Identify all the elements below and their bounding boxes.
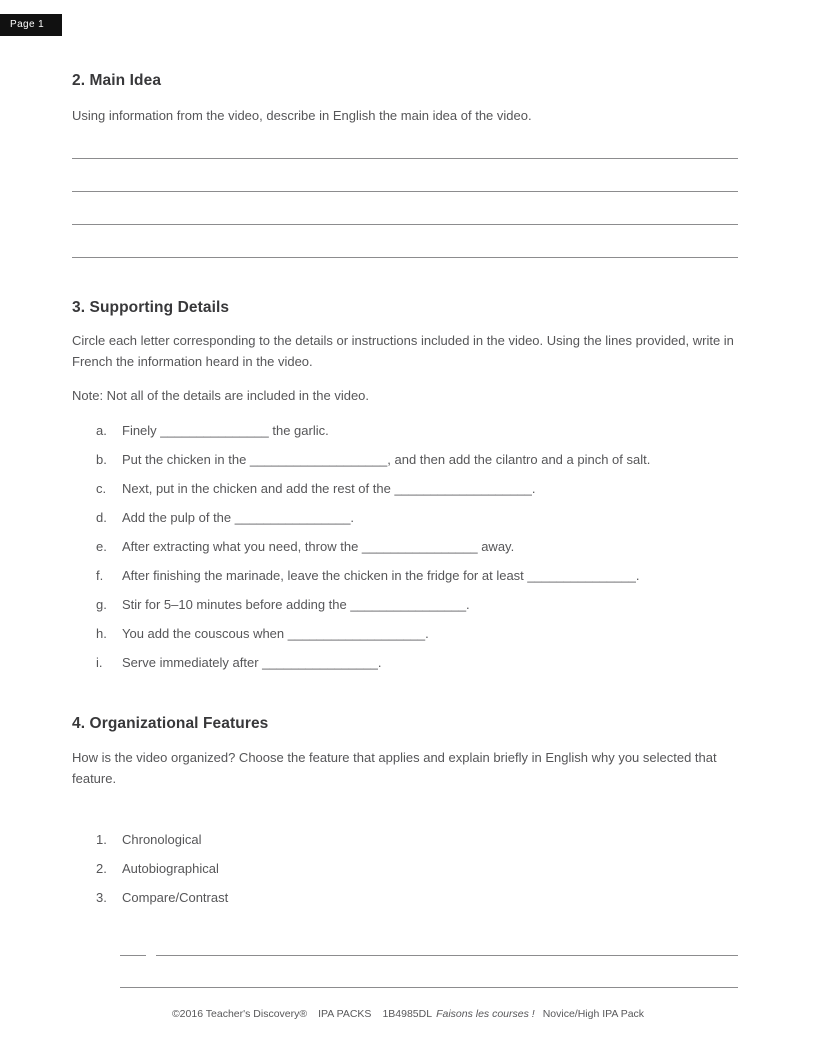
footer-series: IPA PACKS	[318, 1008, 372, 1020]
detail-text: Add the pulp of the ________________.	[122, 510, 355, 525]
detail-letter: a.	[96, 423, 107, 438]
feature-number: 1.	[96, 832, 107, 847]
section-supporting-details	[72, 299, 738, 677]
detail-item	[72, 416, 738, 445]
section-organizational-features	[72, 715, 738, 988]
detail-item	[72, 561, 738, 590]
detail-letter: i.	[96, 655, 103, 670]
detail-text: Next, put in the chicken and add the rest of the ___________________.	[122, 481, 536, 496]
organizational-features-heading: 4. Organizational Features	[72, 715, 269, 732]
section-main-idea	[72, 72, 738, 258]
answer-line	[120, 956, 738, 988]
supporting-details-instructions: Circle each letter corresponding to the details or instructions included in the video. Using the lines provided, write in French the information heard in the video.	[72, 333, 734, 369]
supporting-details-heading: 3. Supporting Details	[72, 299, 230, 316]
detail-item	[72, 445, 738, 474]
detail-item	[72, 503, 738, 532]
feature-answer-row	[120, 946, 738, 956]
feature-option	[72, 825, 738, 854]
answer-line	[72, 225, 738, 258]
detail-letter: g.	[96, 597, 107, 612]
footer-copyright: ©2016 Teacher's Discovery®	[171, 1008, 308, 1020]
detail-item	[72, 474, 738, 503]
detail-list	[72, 416, 738, 677]
detail-text: You add the couscous when ___________________.	[122, 626, 429, 641]
detail-letter: d.	[96, 510, 107, 525]
feature-answer-lines	[72, 946, 738, 988]
detail-item	[72, 648, 738, 677]
detail-text: Finely _______________ the garlic.	[122, 423, 329, 438]
detail-item	[72, 590, 738, 619]
choice-blank-line	[120, 946, 146, 956]
feature-number: 2.	[96, 861, 107, 876]
feature-label: Compare/Contrast	[122, 890, 229, 905]
detail-letter: f.	[96, 568, 104, 583]
answer-line	[72, 159, 738, 192]
detail-letter: h.	[96, 626, 107, 641]
page-content	[72, 0, 738, 988]
feature-option-list	[72, 825, 738, 912]
detail-item	[72, 532, 738, 561]
detail-text: Serve immediately after ________________.	[122, 655, 382, 670]
detail-letter: b.	[96, 452, 107, 467]
detail-text: Put the chicken in the ___________________, and then add the cilantro and a pinch of salt.	[122, 452, 651, 467]
feature-option	[72, 883, 738, 912]
page-footer	[0, 1008, 816, 1020]
page-tag: Page 1	[0, 14, 62, 36]
detail-letter: e.	[96, 539, 107, 554]
main-idea-instructions: Using information from the video, describe in English the main idea of the video.	[72, 108, 532, 123]
detail-text: After extracting what you need, throw the ________________ away.	[122, 539, 515, 554]
detail-text: After finishing the marinade, leave the chicken in the fridge for at least _______________.	[122, 568, 640, 583]
answer-line	[72, 126, 738, 159]
feature-option	[72, 854, 738, 883]
main-idea-answer-lines	[72, 126, 738, 258]
feature-label: Autobiographical	[122, 861, 219, 876]
detail-item	[72, 619, 738, 648]
answer-line	[72, 192, 738, 225]
feature-number: 3.	[96, 890, 107, 905]
footer-title: Faisons les courses !	[436, 1008, 535, 1020]
detail-letter: c.	[96, 481, 107, 496]
organizational-features-instructions: How is the video organized? Choose the feature that applies and explain briefly in English why you selected that feature.	[72, 750, 717, 786]
answer-line	[156, 946, 738, 956]
footer-code: 1B4985DL	[382, 1008, 433, 1020]
feature-label: Chronological	[122, 832, 202, 847]
footer-suffix: Novice/High IPA Pack	[542, 1008, 645, 1020]
supporting-details-note: Note: Not all of the details are included in the video.	[72, 388, 370, 403]
main-idea-heading: 2. Main Idea	[72, 72, 162, 89]
detail-text: Stir for 5–10 minutes before adding the ________________.	[122, 597, 470, 612]
